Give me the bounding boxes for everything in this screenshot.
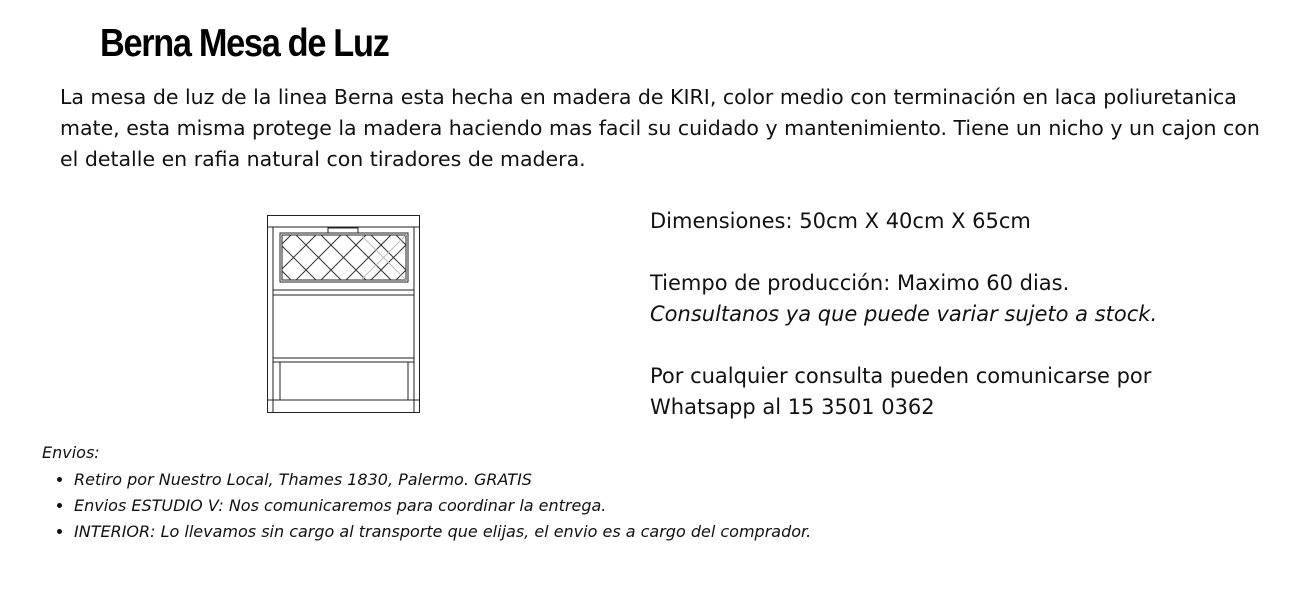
shipping-title: Envios: [42,443,100,462]
shipping-item-estudio-v: • Envios ESTUDIO V: Nos comunicaremos para coordinar la entrega. [74,493,942,519]
shipping-section [42,442,942,545]
contact-text-line2: Whatsapp al 15 3501 0362 [650,395,935,419]
product-title: Berna Mesa de Luz [100,22,389,65]
dimensions-text: Dimensiones: 50cm X 40cm X 65cm [650,209,1031,233]
shipping-list [42,467,942,545]
production-time-text: Tiempo de producción: Maximo 60 dias. [650,271,1070,295]
nightstand-drawing-icon [266,214,422,416]
product-details [650,206,1250,423]
stock-note-text: Consultanos ya que puede variar sujeto a stock. [650,302,1158,326]
product-description: La mesa de luz de la linea Berna esta hecha en madera de KIRI, color medio con terminación en laca poliuretanica mate, esta misma protege la madera haciendo mas facil su cuidado y mantenimiento. Tiene un nicho y un cajon con el detalle en rafia natural con tiradores de madera. [60,85,1260,171]
shipping-item-pickup: • Retiro por Nuestro Local, Thames 1830, Palermo. GRATIS [74,467,942,493]
contact-text-line1: Por cualquier consulta pueden comunicarse por [650,364,1152,388]
shipping-item-interior: • INTERIOR: Lo llevamos sin cargo al transporte que elijas, el envio es a cargo del comprador. [74,519,942,545]
